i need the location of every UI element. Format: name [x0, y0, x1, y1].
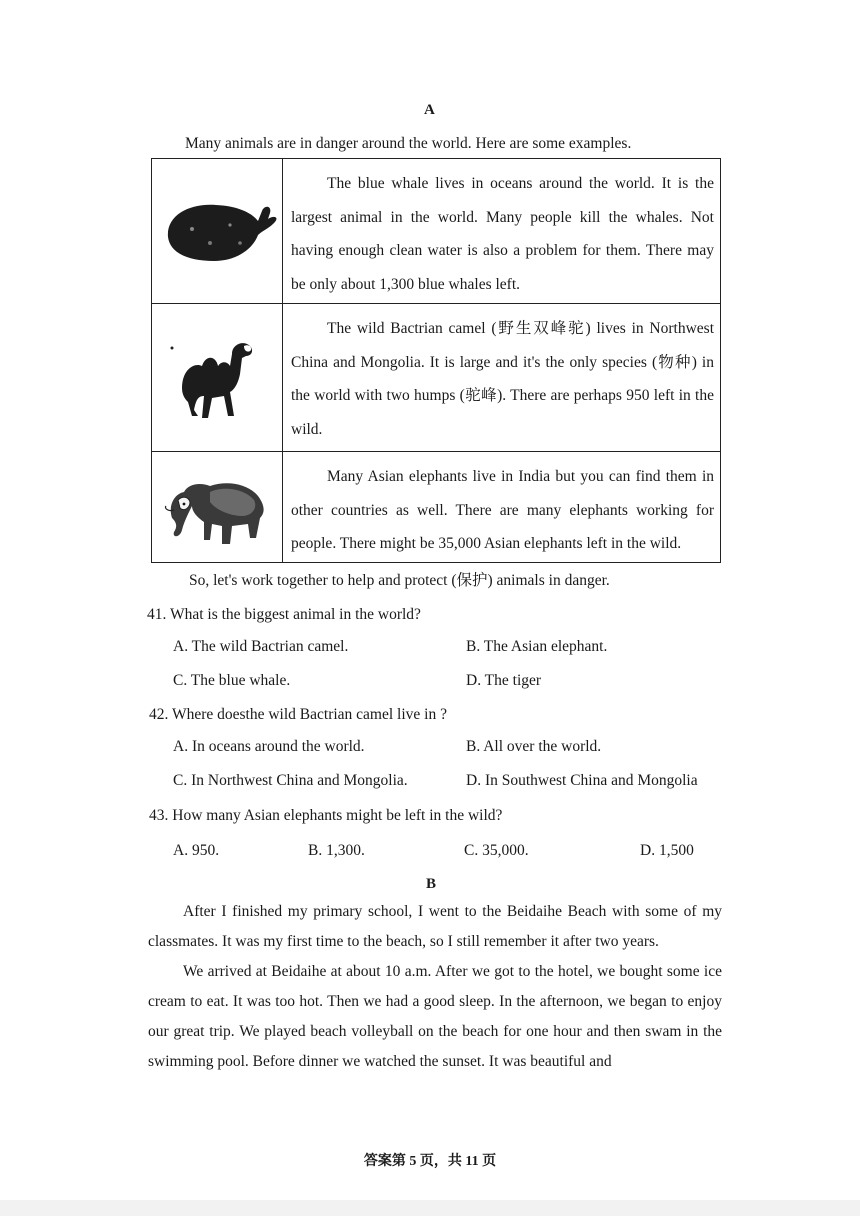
camel-picture-cell: [152, 304, 283, 452]
section-a-title: A: [424, 102, 435, 118]
whale-icon: [152, 159, 280, 304]
whale-picture-cell: [152, 159, 283, 304]
section-b-title: B: [426, 876, 437, 892]
table-row: [152, 452, 721, 563]
question-43-option-d[interactable]: D. 1,500: [640, 842, 694, 859]
section-a-intro: Many animals are in danger around the world. Here are some examples.: [185, 135, 632, 152]
question-42-option-c[interactable]: C. In Northwest China and Mongolia.: [173, 772, 408, 789]
question-41-stem: 41. What is the biggest animal in the world?: [147, 606, 421, 623]
question-43-option-a[interactable]: A. 950.: [173, 842, 220, 859]
question-42-stem: 42. Where doesthe wild Bactrian camel live in ?: [149, 706, 447, 723]
section-b-passage: [148, 897, 722, 1077]
elephant-description: Many Asian elephants live in India but you can find them in other countries as well. There are many elephants working for people. There might be 35,000 Asian elephants left in the wild.: [291, 468, 714, 552]
table-row: [152, 159, 721, 304]
whale-description-cell: [283, 159, 721, 304]
camel-icon: [152, 304, 280, 452]
question-41-option-a[interactable]: A. The wild Bactrian camel.: [173, 638, 349, 655]
table-row: [152, 304, 721, 452]
question-43-option-b[interactable]: B. 1,300.: [308, 842, 365, 859]
camel-description-cell: [283, 304, 721, 452]
whale-description: The blue whale lives in oceans around the world. It is the largest animal in the world. Many people kill the whales. Not having enough clean water is also a problem for them. There may be only about 1,300 blue whales left.: [291, 175, 714, 293]
animals-table: [151, 158, 721, 563]
question-42-option-d[interactable]: D. In Southwest China and Mongolia: [466, 772, 698, 789]
elephant-picture-cell: [152, 452, 283, 563]
question-42-option-a[interactable]: A. In oceans around the world.: [173, 738, 365, 755]
scan-bottom-edge: [0, 1200, 860, 1216]
section-a-closing: So, let's work together to help and protect (保护) animals in danger.: [189, 572, 610, 589]
question-41-option-c[interactable]: C. The blue whale.: [173, 672, 291, 689]
question-41-option-b[interactable]: B. The Asian elephant.: [466, 638, 608, 655]
question-43-stem: 43. How many Asian elephants might be left in the wild?: [149, 807, 503, 824]
page-footer: 答案第 5 页，共 11 页: [363, 1154, 497, 1169]
camel-description: The wild Bactrian camel (野生双峰驼) lives in Northwest China and Mongolia. It is large and it's the only species (物种) in the world with two humps (驼峰). There are perhaps 950 left in the wild.: [291, 320, 714, 438]
question-41-option-d[interactable]: D. The tiger: [466, 672, 542, 689]
section-b-paragraph-1: After I finished my primary school, I went to the Beidaihe Beach with some of my classmates. It was my first time to the beach, so I still remember it after two years.: [148, 903, 722, 950]
elephant-description-cell: [283, 452, 721, 563]
elephant-icon: [152, 452, 280, 563]
question-43-option-c[interactable]: C. 35,000.: [464, 842, 529, 859]
question-42-option-b[interactable]: B. All over the world.: [466, 738, 602, 755]
section-b-paragraph-2: We arrived at Beidaihe at about 10 a.m. After we got to the hotel, we bought some ice cream to eat. It was too hot. Then we had a good sleep. In the afternoon, we began to enjoy our great trip. We played beach volleyball on the beach for one hour and then swam in the swimming pool. Before dinner we watched the sunset. It was beautiful and: [148, 963, 722, 1070]
